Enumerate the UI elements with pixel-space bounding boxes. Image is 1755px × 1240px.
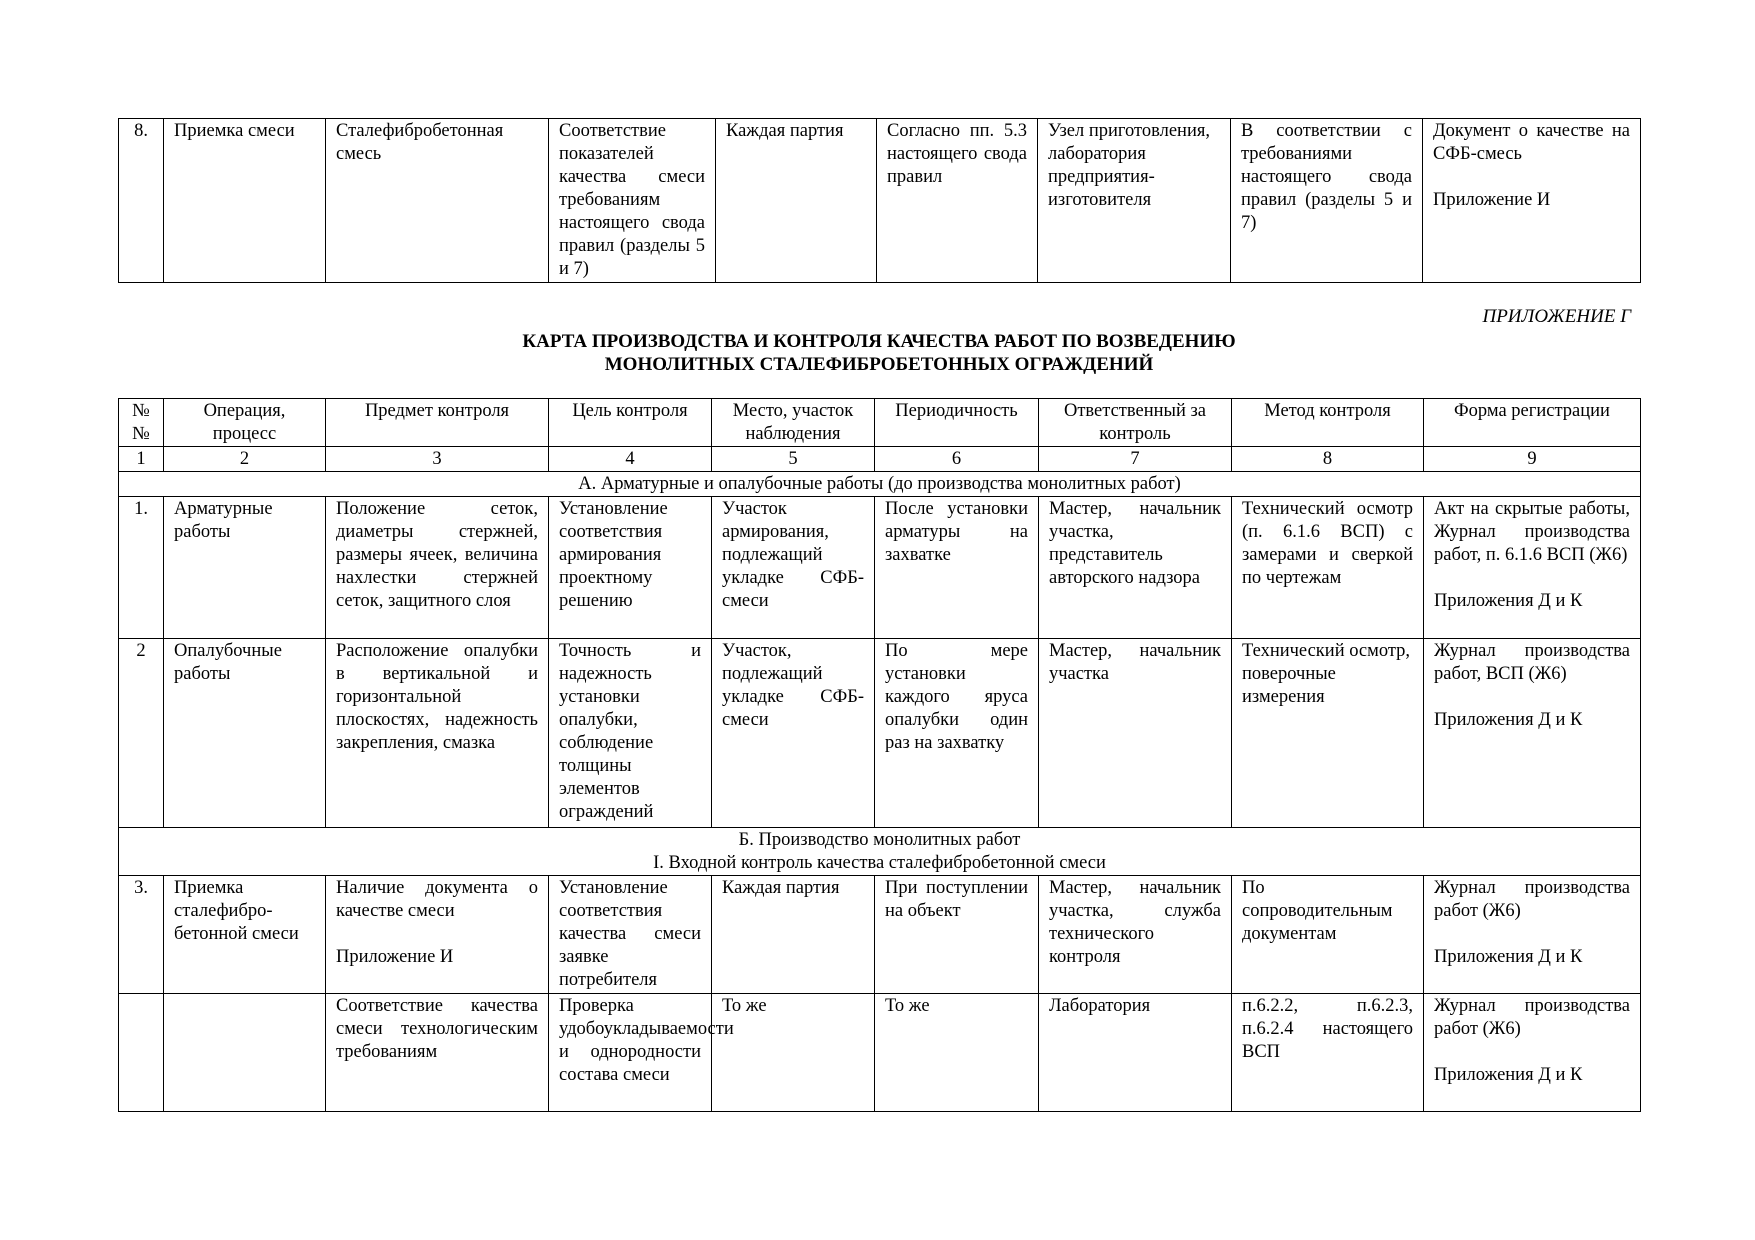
column-number: 1 [119,447,164,472]
header-cell [119,399,164,447]
section-a-heading: А. Арматурные и опалубочные работы (до производства монолитных работ) [119,472,1641,497]
form-text: Акт на скрытые работы, Журнал производства работ, п. 6.1.6 ВСП (Ж6) Приложения Д и К [1434,499,1630,611]
period-cell: Согласно пп. 5.3 настоящего свода правил [877,119,1038,283]
section-b-text: Б. Производство монолитных работ I. Входной контроль качества сталефибробетонной смеси [653,830,1106,873]
table-row [119,497,1641,639]
goal-cell: Точность и надежность установки опалубки, соблюдение толщины элементов ограждений [549,639,712,828]
place-cell: Участок армирования, подлежащий укладке СФБ-смеси [712,497,875,639]
responsible-cell: Узел приготовления, лаборатория предприятия-изготовителя [1038,119,1231,283]
form-cell [1424,639,1641,828]
goal-cell: Проверка удобоукладываемости и однородности состава смеси [549,994,712,1112]
place-cell: Участок, подлежащий укладке СФБ-смеси [712,639,875,828]
row-number [119,994,164,1112]
operation-cell: Арматурные работы [164,497,326,639]
header-cell [1232,399,1424,447]
header-text: Место, участок наблюдения [732,401,854,444]
section-b-heading [119,828,1641,876]
period-cell: После установки арматуры на захватке [875,497,1039,639]
place-cell: То же [712,994,875,1112]
subject-cell: Расположение опалубки в вертикальной и горизонтальной плоскостях, надежность закрепления, смазка [326,639,549,828]
form-cell [1423,119,1641,283]
column-number: 6 [875,447,1039,472]
operation-cell: Приемка сталефибро-бетонной смеси [164,876,326,994]
table-row [119,994,1641,1112]
column-number: 5 [712,447,875,472]
row-number: 1. [119,497,164,639]
column-number: 2 [164,447,326,472]
place-cell: Каждая партия [716,119,877,283]
period-cell: При поступлении на объект [875,876,1039,994]
section-row [119,472,1641,497]
method-cell: Технический осмотр (п. 6.1.6 ВСП) с замерами и сверкой по чертежам [1232,497,1424,639]
header-text: Метод контроля [1264,401,1391,421]
quality-control-map-table [118,398,1641,1112]
responsible-cell: Мастер, начальник участка [1039,639,1232,828]
table-row [119,639,1641,828]
header-text: Периодичность [895,401,1018,421]
header-text: Ответственный за контроль [1063,401,1206,444]
goal-cell: Установление соответствия армирования проектному решению [549,497,712,639]
header-text: № № [132,401,150,444]
subject-cell [326,876,549,994]
row-number: 3. [119,876,164,994]
column-number-row [119,447,1641,472]
header-row [119,399,1641,447]
header-cell [712,399,875,447]
header-cell [326,399,549,447]
subject-cell: Сталефибробетонная смесь [326,119,549,283]
header-text: Предмет контроля [364,401,510,421]
section-row [119,828,1641,876]
form-text: Журнал производства работ, ВСП (Ж6) Приложения Д и К [1434,641,1630,730]
operation-cell: Опалубочные работы [164,639,326,828]
responsible-cell: Мастер, начальник участка, представитель авторского надзора [1039,497,1232,639]
method-cell: В соответствии с требованиями настоящего свода правил (разделы 5 и 7) [1231,119,1423,283]
subject-text: Наличие документа о качестве смеси Приложение И [336,878,538,967]
header-cell [875,399,1039,447]
form-cell [1424,994,1641,1112]
form-text: Журнал производства работ (Ж6) Приложения Д и К [1434,996,1630,1085]
operation-cell [164,994,326,1112]
column-number: 3 [326,447,549,472]
appendix-label: ПРИЛОЖЕНИЕ Г [1482,306,1631,327]
table-row [119,876,1641,994]
column-number: 4 [549,447,712,472]
period-cell: По мере установки каждого яруса опалубки один раз на захватку [875,639,1039,828]
method-cell: Технический осмотр, поверочные измерения [1232,639,1424,828]
table-row [119,119,1641,283]
row-number: 2 [119,639,164,828]
header-text: Цель контроля [572,401,688,421]
header-cell [1039,399,1232,447]
period-cell: То же [875,994,1039,1112]
form-text: Журнал производства работ (Ж6) Приложения Д и К [1434,878,1630,967]
column-number: 7 [1039,447,1232,472]
method-cell: п.6.2.2, п.6.2.3, п.6.2.4 настоящего ВСП [1232,994,1424,1112]
operation-cell: Приемка смеси [164,119,326,283]
header-cell [1424,399,1641,447]
goal-cell: Установление соответствия качества смеси заявке потребителя [549,876,712,994]
form-cell [1424,876,1641,994]
header-cell [164,399,326,447]
goal-cell: Соответствие показателей качества смеси требованиям настоящего свода правил (разделы 5 и 7) [549,119,716,283]
page-title: КАРТА ПРОИЗВОДСТВА И КОНТРОЛЯ КАЧЕСТВА РАБОТ ПО ВОЗВЕДЕНИЮ МОНОЛИТНЫХ СТАЛЕФИБРОБЕТОННЫХ ОГРАЖДЕНИЙ [522,331,1236,375]
responsible-cell: Мастер, начальник участка, служба технического контроля [1039,876,1232,994]
place-cell: Каждая партия [712,876,875,994]
column-number: 9 [1424,447,1641,472]
form-cell [1424,497,1641,639]
header-text: Форма регистрации [1454,401,1610,421]
method-cell: По сопроводительным документам [1232,876,1424,994]
row-number: 8. [119,119,164,283]
header-text: Операция, процесс [203,401,286,444]
responsible-cell: Лаборатория [1039,994,1232,1112]
form-text: Документ о качестве на СФБ-смесь Приложение И [1433,121,1630,210]
header-cell [549,399,712,447]
subject-cell: Положение сеток, диаметры стержней, размеры ячеек, величина нахлестки стержней сеток, защитного слоя [326,497,549,639]
subject-cell: Соответствие качества смеси технологическим требованиям [326,994,549,1112]
column-number: 8 [1232,447,1424,472]
previous-page-table [118,118,1641,283]
